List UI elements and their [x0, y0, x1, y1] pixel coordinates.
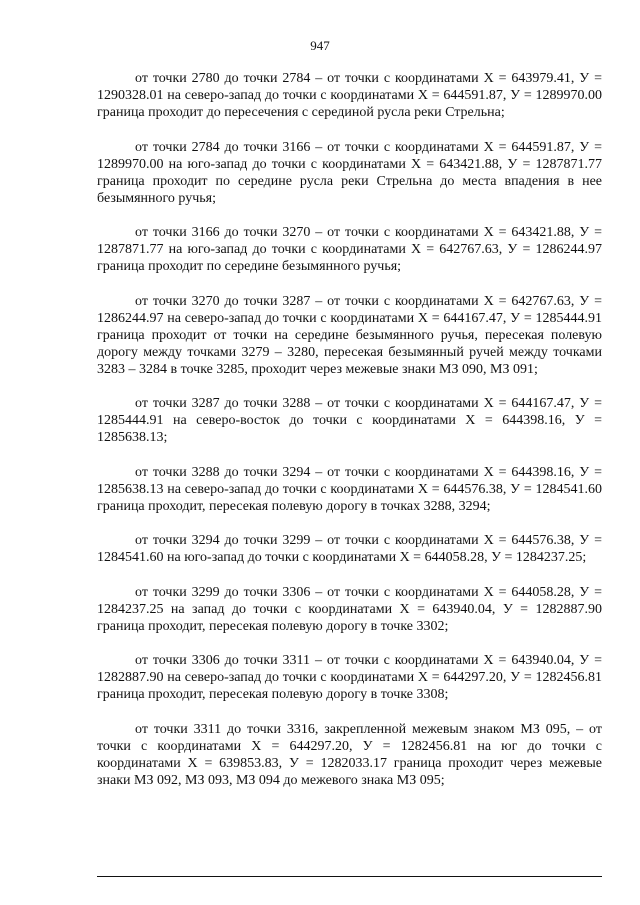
paragraph-3299-3306: от точки 3299 до точки 3306 – от точки с координатами Х = 644058.28, У = 1284237.25 на запад до точки с координатами Х = 643940.04, У = 1282887.90 граница проходит, пересекая полевую дорогу в точке 3302; — [97, 584, 602, 634]
paragraph-3306-3311: от точки 3306 до точки 3311 – от точки с координатами Х = 643940.04, У = 1282887.90 на северо-запад до точки с координатами Х = 644297.20, У = 1282456.81 граница проходит, пересекая полевую дорогу в точке 3308; — [97, 653, 602, 702]
paragraph-2784-3166: от точки 2784 до точки 3166 – от точки с координатами Х = 644591.87, У = 1289970.00 на юго-запад до точки с координатами Х = 643421.88, У = 1287871.77 граница проходит по середине русла реки Стрельна до места впадения в нее безымянного ручья; — [97, 139, 602, 206]
paragraph-3287-3288: от точки 3287 до точки 3288 – от точки с координатами Х = 644167.47, У = 1285444.91 на северо-восток до точки с координатами Х = 644398.16, У = 1285638.13; — [97, 396, 602, 445]
paragraph-3270-3287: от точки 3270 до точки 3287 – от точки с координатами Х = 642767.63, У = 1286244.97 на северо-запад до точки с координатами Х = 644167.47, У = 1285444.91 граница проходит от точки на середине безымянного ручья, пересекая полевую дорогу между точками 3279 – 3280, пересекая безымянный ручей между точками 3283 – 3284 в точке 3285, проходит через межевые знаки МЗ 090, МЗ 091; — [97, 293, 602, 377]
paragraph-3288-3294: от точки 3288 до точки 3294 – от точки с координатами Х = 644398.16, У = 1285638.13 на северо-запад до точки с координатами Х = 644576.38, У = 1284541.60 граница проходит, пересекая полевую дорогу в точках 3288, 3294; — [97, 464, 602, 514]
page-number: 947 — [310, 38, 330, 53]
paragraph-3311-3316: от точки 3311 до точки 3316, закрепленной межевым знаком МЗ 095, – от точки с координатами Х = 644297.20, У = 1282456.81 на юг до точки с координатами Х = 639853.83, У = 1282033.17 граница проходит через межевые знаки МЗ 092, МЗ 093, МЗ 094 до межевого знака МЗ 095; — [97, 721, 602, 788]
footer-divider — [97, 876, 602, 877]
paragraph-3166-3270: от точки 3166 до точки 3270 – от точки с координатами Х = 643421.88, У = 1287871.77 на юго-запад до точки с координатами Х = 642767.63, У = 1286244.97 граница проходит по середине безымянного ручья; — [97, 225, 602, 274]
paragraph-2780-2784: от точки 2780 до точки 2784 – от точки с координатами Х = 643979.41, У = 1290328.01 на северо-запад до точки с координатами Х = 644591.87, У = 1289970.00 граница проходит до пересечения с серединой русла реки Стрельна; — [97, 71, 602, 120]
paragraph-3294-3299: от точки 3294 до точки 3299 – от точки с координатами Х = 644576.38, У = 1284541.60 на юго-запад до точки с координатами Х = 644058.28, У = 1284237.25; — [97, 533, 602, 565]
document-body — [97, 70, 602, 806]
